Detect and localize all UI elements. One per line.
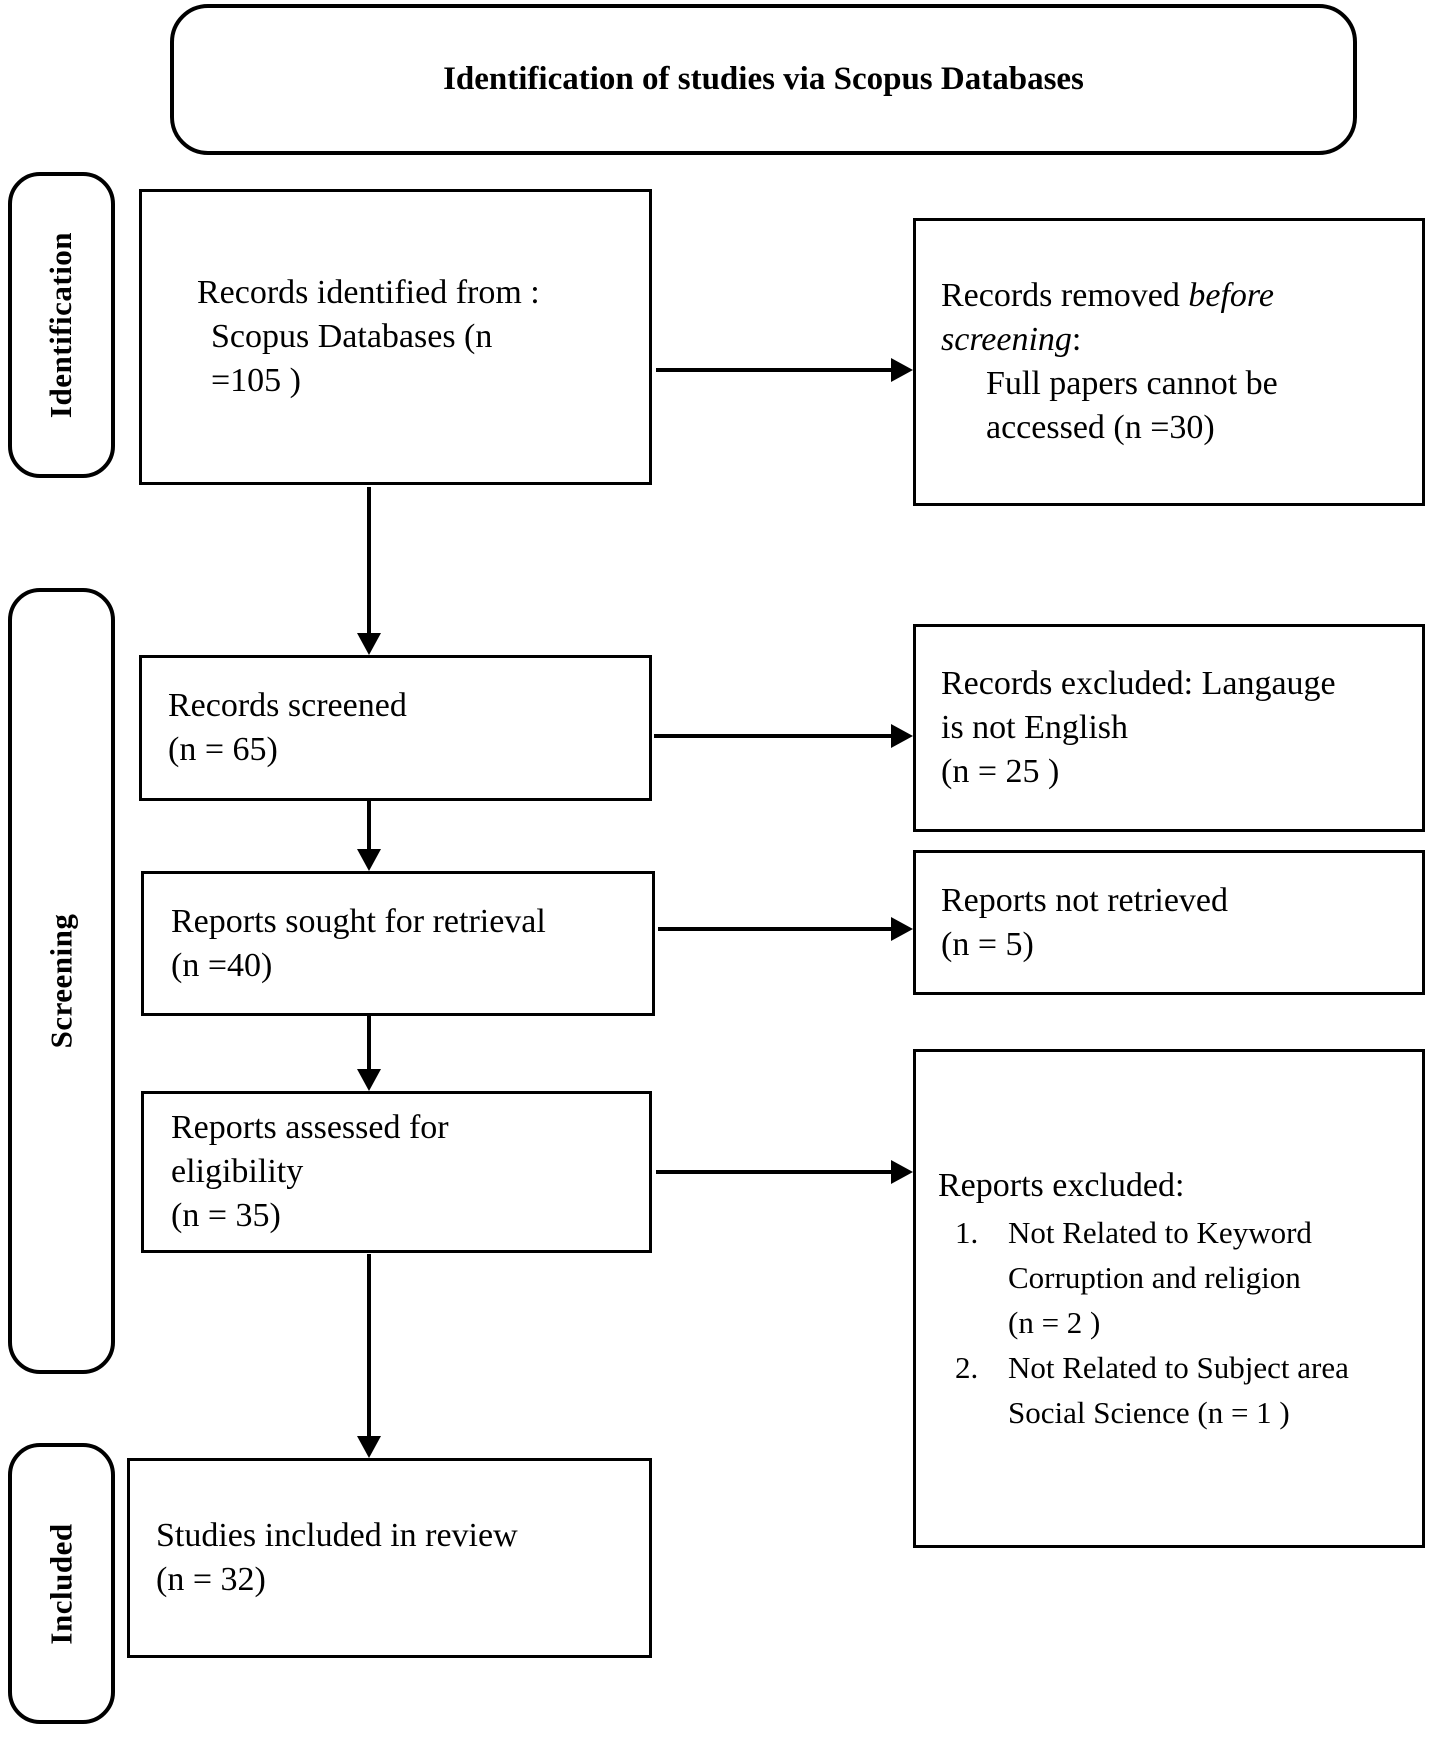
exclusion-item-text: [1008, 1345, 1349, 1435]
box-text-line: accessed (n =30): [986, 409, 1215, 446]
box-text-line: Scopus Databases (n: [211, 318, 493, 355]
title-banner: [170, 4, 1357, 155]
box-text-line: Reports excluded:: [938, 1166, 1185, 1204]
box-text-line: (n = 32): [156, 1561, 266, 1598]
exclusion-item: [955, 1345, 1422, 1435]
box-text-line: =105 ): [211, 362, 301, 399]
box-text-line: Reports not retrieved: [941, 881, 1229, 919]
box-text-line: Not Related to Subject area: [1008, 1349, 1349, 1385]
box-text-line: Records identified from :: [197, 274, 540, 311]
box-studies-included: [127, 1458, 652, 1658]
exclusion-list: [955, 1210, 1422, 1435]
box-text-line: (n =40): [171, 946, 273, 984]
arrow-assessed-to-included: [357, 1254, 381, 1458]
box-text-line: Full papers cannot be: [986, 365, 1278, 402]
arrow-identified-to-screened: [357, 487, 381, 655]
stage-label-identification: Identification: [43, 231, 79, 419]
arrow-sought-to-not-retrieved: [658, 917, 913, 941]
diagram-title: Identification of studies via Scopus Databases: [443, 61, 1084, 97]
box-text-italic: before: [1188, 277, 1274, 314]
box-records-excluded: [913, 624, 1425, 832]
box-reports-excluded: [913, 1049, 1425, 1548]
box-text-line: Reports sought for retrieval: [171, 902, 546, 940]
stage-band-included: [8, 1443, 115, 1724]
box-text-line: (n = 5): [941, 925, 1034, 963]
box-reports-assessed: [141, 1091, 652, 1253]
exclusion-item-text: [1008, 1210, 1312, 1345]
box-text-line: Reports assessed for: [171, 1109, 449, 1146]
box-text-line: (n = 2 ): [1008, 1304, 1101, 1340]
box-reports-sought: [141, 871, 655, 1016]
box-text-line: Corruption and religion: [1008, 1259, 1301, 1295]
box-text-line: Studies included in review: [156, 1517, 518, 1554]
stage-band-screening: [8, 588, 115, 1374]
box-text-line: Social Science (n = 1 ): [1008, 1394, 1290, 1430]
stage-label-screening: Screening: [43, 913, 79, 1049]
stage-label-included: Included: [43, 1522, 79, 1645]
box-records-identified: [139, 189, 652, 485]
box-text-line: Records excluded: Langauge: [941, 665, 1336, 702]
box-text-segment: Records removed: [941, 277, 1189, 314]
box-records-removed: [913, 218, 1425, 506]
box-text-line: [941, 274, 1422, 318]
box-text-italic: screening: [941, 321, 1072, 358]
exclusion-item-number: 2.: [955, 1349, 979, 1385]
box-reports-not-retrieved: [913, 850, 1425, 995]
box-text-line: eligibility: [171, 1153, 304, 1190]
arrow-screened-to-sought: [357, 801, 381, 871]
arrow-identified-to-removed: [656, 358, 913, 382]
box-text-line: (n = 65): [168, 731, 278, 768]
box-text-line: Records screened: [168, 687, 407, 724]
exclusion-item-number: 1.: [955, 1214, 979, 1250]
box-records-screened: [139, 655, 652, 801]
stage-band-identification: [8, 172, 115, 478]
box-text-line: (n = 25 ): [941, 753, 1060, 790]
arrow-sought-to-assessed: [357, 1016, 381, 1091]
arrow-screened-to-excluded: [654, 724, 913, 748]
arrow-assessed-to-reports-excluded: [656, 1160, 913, 1184]
box-text-line: [941, 318, 1422, 362]
exclusion-item: [955, 1210, 1422, 1345]
box-text-line: (n = 35): [171, 1197, 281, 1234]
box-text-line: Not Related to Keyword: [1008, 1214, 1312, 1250]
box-text-segment: :: [1071, 321, 1082, 358]
box-text-line: is not English: [941, 709, 1129, 746]
